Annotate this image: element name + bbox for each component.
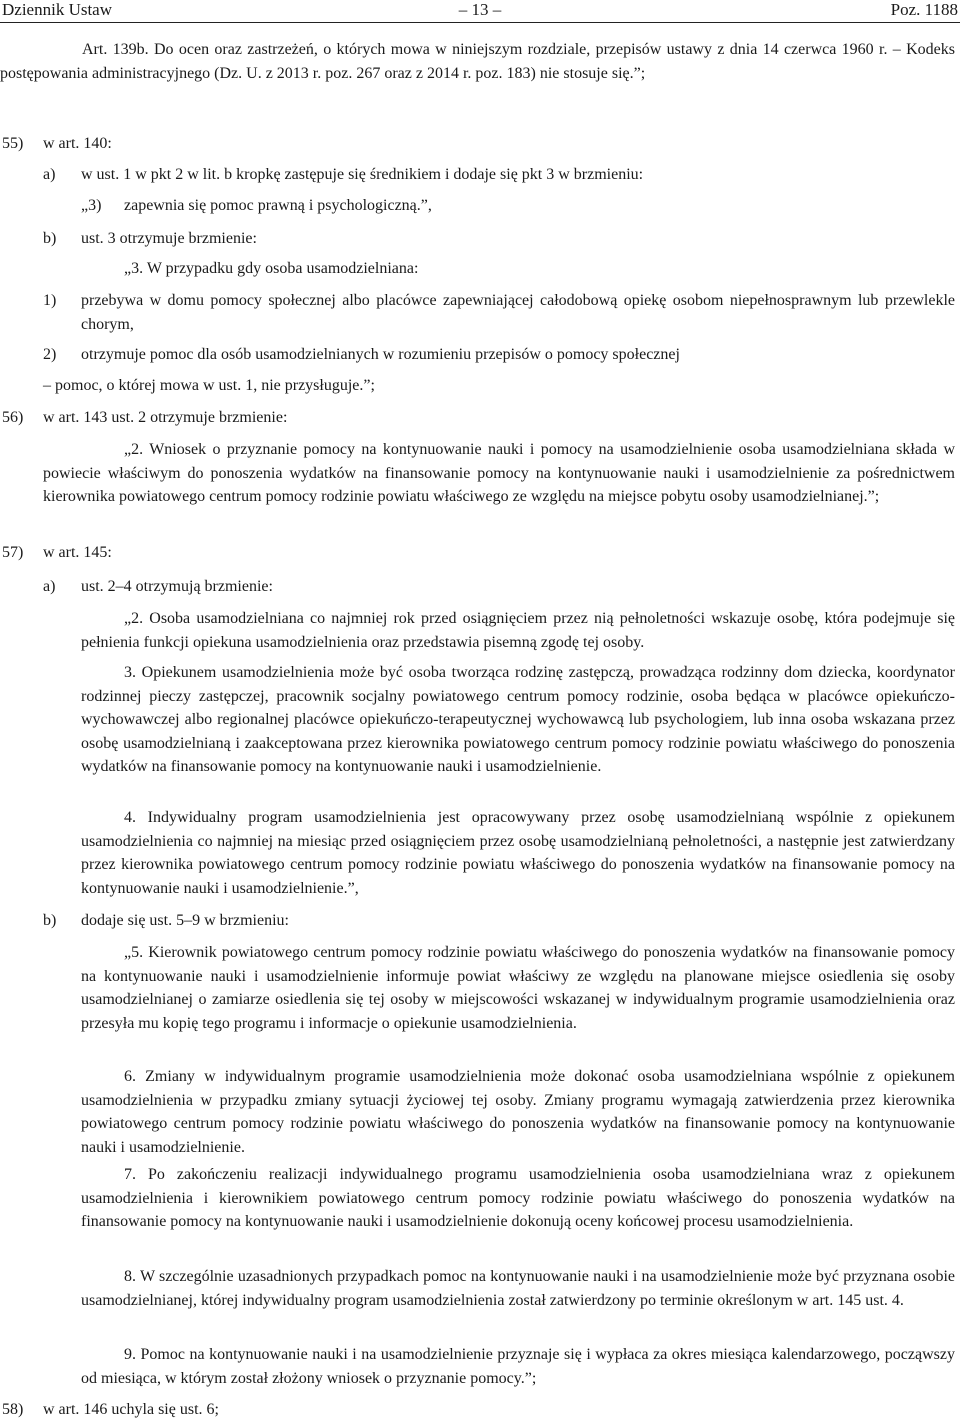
- point-text: otrzymuje pomoc dla osób usamodzielnianych w rozumieniu przepisów o pomocy społecznej: [81, 346, 680, 363]
- quoted-art-145-ust-2: „2. Osoba usamodzielniana co najmniej rok przed osiągnięciem przez nią pełnoletności wskazuje osobę, która podejmuje się pełnienia funkcji opiekuna usamodzielnienia oraz przedstawia pisemną zgodę tej osoby.: [81, 610, 955, 651]
- item-number: 55): [2, 135, 24, 152]
- quoted-art-145-ust-8: 8. W szczególnie uzasadnionych przypadkach pomoc na kontynuowanie nauki i na usamodzielnienie może być przyznana osobie usamodzielnianej, której indywidualny program usamodzielnienia został zatwierdzony po terminie określonym w art. 145 ust. 4.: [81, 1268, 955, 1309]
- page-number: – 13 –: [458, 0, 502, 19]
- item-text: w art. 146 uchyla się ust. 6;: [43, 1401, 219, 1418]
- letter-label: a): [43, 166, 56, 183]
- quoted-art-145-ust-4: 4. Indywidualny program usamodzielnienia jest opracowywany przez osobę usamodzielnianą wspólnie z opiekunem usamodzielnienia co najmniej na miesiąc przed osiągnięciem przez osobę usamodzielnianą pełnoletności, a następnie jest zatwierdzany przez kierownika powiatowego centrum pomocy rodzinie powiatu właściwego do ponoszenia wydatków na finansowanie pomocy na kontynuowanie nauki i usamodzielnienie.”,: [81, 809, 955, 897]
- letter-text: ust. 3 otrzymuje brzmienie:: [81, 230, 257, 247]
- quoted-art-143-ust-2: „2. Wniosek o przyznanie pomocy na kontynuowanie nauki i pomocy na usamodzielnienie osoba usamodzielniana składa w powiecie właściwym do ponoszenia wydatków na finansowanie pomocy na kontynuowanie nauki i usamodzielnienie za pośrednictwem kierownika powiatowego centrum pomocy rodzinie powiatu właściwego ze względu na miejsce pobytu osoby usamodzielnianej.”;: [43, 441, 955, 505]
- item-number: 57): [2, 544, 24, 561]
- letter-label: b): [43, 230, 57, 247]
- item-text: w art. 143 ust. 2 otrzymuje brzmienie:: [43, 409, 288, 426]
- header-divider: [0, 22, 960, 23]
- quoted-art-145-ust-6: 6. Zmiany w indywidualnym programie usamodzielnienia może dokonać osoba usamodzielniana wspólnie z opiekunem usamodzielnienia w przypadku zmiany sytuacji życiowej tej osoby. Zmiany programu wymagają zatwierdzenia przez kierownika powiatowego centrum pomocy rodzinie powiatu właściwego do ponoszenia wydatków na finansowanie pomocy na kontynuowanie nauki i usamodzielnienie.: [81, 1068, 955, 1156]
- quoted-art-145-ust-7: 7. Po zakończeniu realizacji indywidualnego programu usamodzielnienia osoba usamodzielniana wraz z opiekunem usamodzielnienia i kierownikiem powiatowego centrum pomocy rodzinie powiatu właściwego do ponoszenia wydatków na finansowanie pomocy na kontynuowanie nauki i usamodzielnienie dokonują oceny końcowej procesu usamodzielnienia.: [81, 1166, 955, 1230]
- quoted-art-145-ust-5: „5. Kierownik powiatowego centrum pomocy rodzinie powiatu właściwego do ponoszenia wydatków na finansowanie pomocy na kontynuowanie nauki i usamodzielnienie informuje powiat właściwy ze względu na planowane miejsce osiedlenia się osoby usamodzielnianej o zamiarze osiedlenia się tej osoby w miejscowości wskazanej w indywidualnym programie usamodzielnienia oraz przesyła mu kopię tego programu i informacje o opiekunie usamodzielnienia.: [81, 944, 955, 1032]
- letter-text: w ust. 1 w pkt 2 w lit. b kropkę zastępuje się średnikiem i dodaje się pkt 3 w brzmieniu:: [81, 166, 644, 183]
- quoted-art-145-ust-9: 9. Pomoc na kontynuowanie nauki i na usamodzielnienie przyznaje się i wypłaca za okres miesiąca kalendarzowego, począwszy od miesiąca, w którym został złożony wniosek o przyznanie pomocy.”;: [81, 1346, 955, 1387]
- quoted-ust-3-intro: „3. W przypadku gdy osoba usamodzielniana:: [124, 260, 419, 277]
- point-text: przebywa w domu pomocy społecznej albo placówce zapewniającej całodobową opiekę osobom niepełnosprawnym lub przewlekle chorym,: [81, 292, 955, 333]
- point-number: 2): [43, 346, 57, 363]
- letter-text: ust. 2–4 otrzymują brzmienie:: [81, 578, 273, 595]
- position-number: Poz. 1188: [890, 0, 958, 19]
- item-text: w art. 145:: [43, 544, 112, 561]
- letter-label: a): [43, 578, 56, 595]
- letter-label: b): [43, 912, 57, 929]
- quoted-art-145-ust-3: 3. Opiekunem usamodzielnienia może być osoba tworząca rodzinę zastępczą, prowadząca rodzinny dom dziecka, koordynator rodzinnej pieczy zastępczej, pracownik socjalny powiatowego centrum pomocy rodzinie, osoba będąca w placówce opiekuńczo-wychowawczej albo regionalnej placówce opiekuńczo-terapeutycznej wychowawcą lub psychologiem, lub inna osoba wskazana przez osobę usamodzielnianą i zaakceptowana przez kierownika powiatowego centrum pomocy rodzinie powiatu właściwego do ponoszenia wydatków na finansowanie pomocy na kontynuowanie nauki i usamodzielnienie.: [81, 664, 955, 775]
- quoted-point-number: „3): [81, 197, 102, 214]
- item-text: w art. 140:: [43, 135, 112, 152]
- journal-title: Dziennik Ustaw: [2, 0, 113, 19]
- quoted-ust-3-conclusion: – pomoc, o której mowa w ust. 1, nie przysługuje.”;: [43, 377, 375, 394]
- quoted-point-text: zapewnia się pomoc prawną i psychologiczną.”,: [124, 197, 432, 214]
- page-header: [0, 0, 960, 22]
- letter-text: dodaje się ust. 5–9 w brzmieniu:: [81, 912, 289, 929]
- article-139b-paragraph: Art. 139b. Do ocen oraz zastrzeżeń, o których mowa w niniejszym rozdziale, przepisów ustawy z dnia 14 czerwca 1960 r. – Kodeks postępowania administracyjnego (Dz. U. z 2013 r. poz. 267 oraz z 2014 r. poz. 183) nie stosuje się.”;: [0, 41, 955, 82]
- item-number: 56): [2, 409, 24, 426]
- point-number: 1): [43, 292, 57, 309]
- item-number: 58): [2, 1401, 24, 1418]
